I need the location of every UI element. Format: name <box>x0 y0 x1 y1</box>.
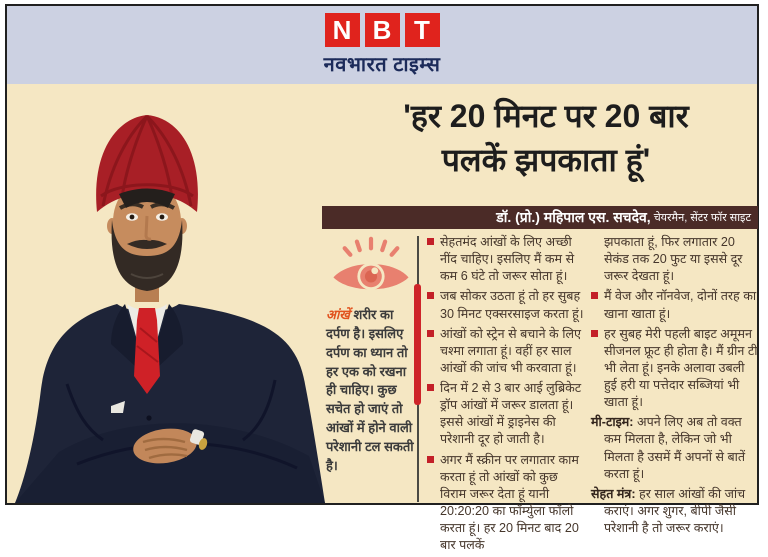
nbt-logo <box>325 13 440 47</box>
list-item <box>427 234 585 285</box>
list-item-text: सेहतमंद आंखों के लिए अच्छी नींद चाहिए। इसलिए मैं कम से कम 6 घंटे तो जरूर सोता हूं। <box>440 235 575 284</box>
byline-bar <box>322 206 758 229</box>
list-item <box>591 288 758 322</box>
list-item <box>591 326 758 412</box>
list-item-text: अगर मैं स्क्रीन पर लगातार काम करता हूं तो आंखों को कुछ विराम जरूर देता हूं यानी 20:20:20 का फॉर्म्युला फॉलो करता हूं। हर 20 मिनट बाद 20 बार पलकें <box>440 452 579 553</box>
tie <box>137 308 157 320</box>
logo-letter-t: T <box>405 13 440 47</box>
sidebar-text: शरीर का दर्पण है। इसलिए दर्पण का ध्यान तो हर एक को रखना ही चाहिए। कुछ सचेत हो जाएं तो आंखों में होने वाली परेशानी टल सकती है। <box>326 307 414 473</box>
article-column-1 <box>427 234 585 557</box>
newspaper-clipping <box>5 4 759 553</box>
bullet-icon <box>427 292 434 299</box>
list-item <box>427 326 585 377</box>
list-item <box>427 380 585 449</box>
byline-role: चेयरमैन, सेंटर फॉर साइट <box>653 212 751 224</box>
list-item-me-time <box>591 414 758 483</box>
bullet-icon <box>427 330 434 337</box>
headline-line-2: पलकें झपकाता हूं' <box>441 142 651 179</box>
headline <box>335 94 757 182</box>
sidebar-pullquote <box>326 306 416 476</box>
sidebar-lead-word: आंखें <box>326 307 350 322</box>
list-item-health-mantra <box>591 486 758 537</box>
bullet-icon <box>427 384 434 391</box>
logo-letter-n: N <box>325 13 360 47</box>
list-item <box>427 452 585 555</box>
list-item-text: दिन में 2 से 3 बार आई लुब्रिकेट ड्रॉप आंखों में जरूर डालता हूं। इससे आंखों में ड्राइनेस की परेशानी दूर हो जाती है। <box>440 381 582 447</box>
list-item-text: झपकाता हूं, फिर लगातार 20 सेकंड तक 20 फुट या इससे दूर जरूर देखता हूं। <box>604 235 743 284</box>
list-item-text: मैं वेज और नॉनवेज, दोनों तरह का खाना खाता हूं। <box>604 289 757 321</box>
article-column-2 <box>591 234 758 540</box>
masthead <box>7 6 757 84</box>
run-in-label: मी-टाइम: <box>591 415 634 430</box>
list-item-text: अपने लिए अब तो वक्त कम मिलता है, लेकिन जो भी मिलता है उसमें मैं अपनों से बातें करता हूं। <box>604 415 746 481</box>
list-item-text: हर साल आंखों की जांच कराएं। अगर शुगर, बीपी जैसी परेशानी है तो जरूर कराएं। <box>604 486 746 535</box>
list-item-text: हर सुबह मेरी पहली बाइट अमूमन सीजनल फ्रूट ही होता है। मैं ग्रीन टी भी लेता हूं। इनके अलावा उबली हुई हरी या पत्तेदार सब्जियां भी खाता हूं। <box>604 326 758 410</box>
bullet-icon <box>427 238 434 245</box>
list-item <box>427 288 585 322</box>
bullet-icon <box>591 330 598 337</box>
bullet-icon <box>591 292 598 299</box>
bullet-icon <box>427 456 434 463</box>
article-body <box>7 84 758 553</box>
eye-icon <box>328 236 414 298</box>
column-divider-red-accent <box>414 284 421 405</box>
byline-name: डॉ. (प्रो.) महिपाल एस. सचदेव, <box>496 209 651 225</box>
list-item-text: आंखों को स्ट्रेन से बचाने के लिए चश्मा लगाता हूं। वहीं हर साल आंखों की जांच भी करवाता हूं। <box>440 326 581 375</box>
headline-line-1: 'हर 20 मिनट पर 20 बार <box>403 98 689 134</box>
portrait-photo <box>7 84 332 503</box>
list-item-continuation <box>591 234 758 285</box>
run-in-label: सेहत मंत्र: <box>591 486 636 501</box>
logo-letter-b: B <box>365 13 400 47</box>
list-item-text: जब सोकर उठता हूं तो हर सुबह 30 मिनट एक्सरसाइज करता हूं। <box>440 289 584 321</box>
newspaper-name: नवभारत टाइम्स <box>323 54 441 76</box>
